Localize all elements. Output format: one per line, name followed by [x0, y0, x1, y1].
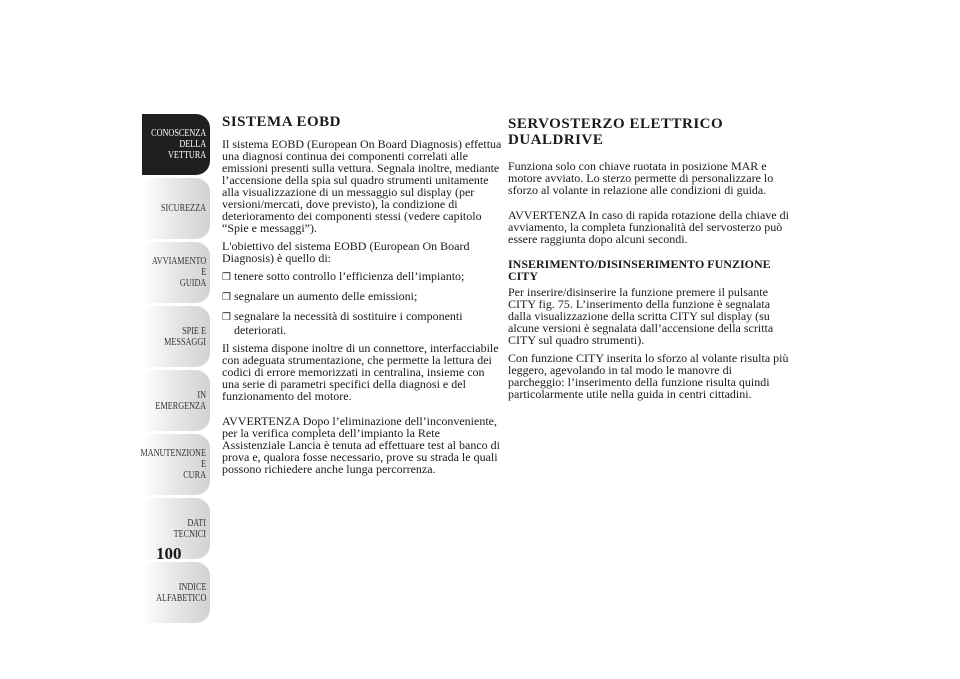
paragraph: Il sistema dispone inoltre di un connettore, interfacciabile con adeguata strumentazione, che permette la lettura dei codici di errore memorizzati in centralina, insieme con una serie di parametri specifici della diagnosi e del funzionamento del motore. — [222, 341, 499, 403]
warning-paragraph: AVVERTENZA Dopo l’eliminazione dell’inconveniente, per la verifica completa dell’impianto la Rete Assistenziale Lancia è tenuta ad effettuare test al banco di prova e, qualora fosse necessario, prove su strada le quali possono richiedere anche lunga percorrenza. — [222, 414, 500, 476]
subsection-title: INSERIMENTO/DISINSERIMENTO FUNZIONE CITY — [508, 257, 771, 283]
tab-label: DATI TECNICI — [173, 517, 206, 540]
list-item — [222, 270, 504, 284]
tab-manutenzione-e-cura[interactable] — [142, 434, 210, 495]
section-title: SISTEMA EOBD — [222, 114, 341, 130]
tab-conoscenza-della-vettura[interactable] — [142, 114, 210, 175]
paragraph: Per inserire/disinserire la funzione premere il pulsante CITY fig. 75. L’inserimento della funzione è segnalata dalla visualizzazione della scritta CITY sul display (su alcune versioni è segnalata dall’accensione della scritta CITY sul quadro strumenti). — [508, 285, 774, 347]
tab-in-emergenza[interactable] — [142, 370, 210, 431]
checkbox-bullet-icon: ❒ — [222, 292, 231, 303]
paragraph: Il sistema EOBD (European On Board Diagnosis) effettua una diagnosi continua dei componenti correlati alle emissioni presenti sulla vettura. Segnala inoltre, mediante l’accensione della spia sul quadro strumenti unitamente alla visualizzazione di un messaggio sul display (per versioni/mercati, dove previsto), la condizione di deterioramento dei componenti stessi (vedere capitolo “Spie e messaggi”). — [222, 137, 502, 235]
tab-label: MANUTENZIONE E CURA — [140, 448, 206, 481]
paragraph: Con funzione CITY inserita lo sforzo al volante risulta più leggero, agevolando in tal modo le manovre di parcheggio: l’inserimento della funzione risulta quindi particolarmente utile nella guida in centri cittadini. — [508, 351, 789, 401]
objective-list — [222, 270, 504, 336]
section-sistema-eobd — [222, 114, 504, 481]
section-servosterzo — [508, 114, 790, 406]
tab-label: CONOSCENZA DELLA VETTURA — [150, 128, 206, 161]
paragraph: L'obiettivo del sistema EOBD (European On Board Diagnosis) è quello di: — [222, 239, 470, 265]
paragraph: Funziona solo con chiave ruotata in posizione MAR e motore avviato. Lo sterzo permette di personalizzare lo sforzo al volante in relazione alle condizioni di guida. — [508, 159, 774, 197]
tab-label: SICUREZZA — [160, 203, 206, 214]
tab-label: SPIE E MESSAGGI — [164, 325, 206, 348]
tab-label: IN EMERGENZA — [155, 389, 206, 412]
section-title: SERVOSTERZO ELETTRICO DUALDRIVE — [508, 116, 724, 148]
warning-paragraph: AVVERTENZA In caso di rapida rotazione della chiave di avviamento, la completa funzionalità del servosterzo può essere raggiunta dopo alcuni secondi. — [508, 208, 789, 246]
list-item — [222, 290, 504, 304]
tab-label: INDICE ALFABETICO — [155, 581, 206, 604]
checkbox-bullet-icon: ❒ — [222, 312, 231, 323]
tab-sicurezza[interactable] — [142, 178, 210, 239]
tab-indice-alfabetico[interactable] — [142, 562, 210, 623]
list-item-text: segnalare un aumento delle emissioni; — [234, 289, 418, 303]
list-item-text: tenere sotto controllo l’efficienza dell’impianto; — [234, 269, 465, 283]
tab-avviamento-e-guida[interactable] — [142, 242, 210, 303]
list-item — [222, 310, 504, 336]
checkbox-bullet-icon: ❒ — [222, 272, 231, 283]
list-item-text: segnalare la necessità di sostituire i componenti deteriorati. — [234, 309, 463, 337]
page-number: 100 — [156, 544, 182, 563]
tab-label: AVVIAMENTO E GUIDA — [151, 256, 206, 289]
tab-spie-e-messaggi[interactable] — [142, 306, 210, 367]
